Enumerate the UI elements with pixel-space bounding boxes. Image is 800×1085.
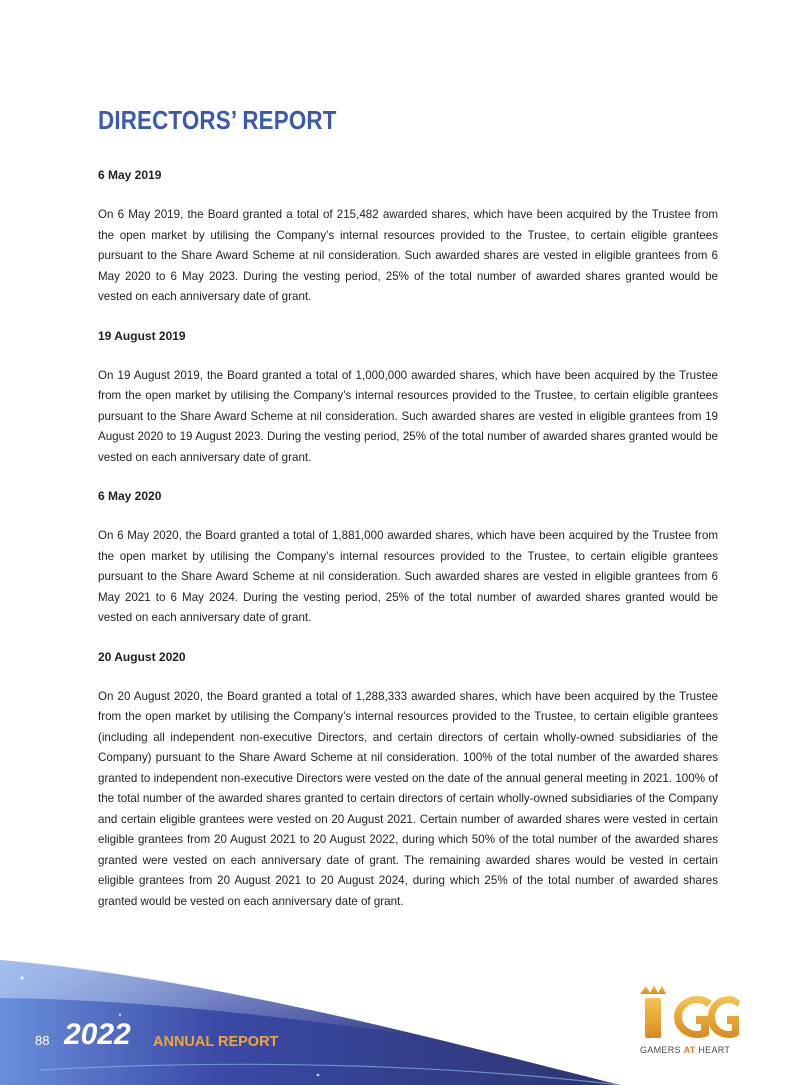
igg-logo-icon <box>636 984 740 1042</box>
report-body <box>98 166 718 912</box>
brand-tagline <box>640 1045 740 1055</box>
section-body-6-may-2019: On 6 May 2019, the Board granted a total of 215,482 awarded shares, which have been acquired by the Trustee from the open market by utilising the Company’s internal resources provided to the Trustee, to certain eligible grantees pursuant to the Share Award Scheme at nil consideration. Such awarded shares are vested in eligible grantees from 6 May 2020 to 6 May 2023. During the vesting period, 25% of the total number of awarded shares granted would be vested on each anniversary date of grant. <box>98 208 718 303</box>
section-heading-19-august-2019: 19 August 2019 <box>98 328 186 343</box>
section-body-6-may-2020: On 6 May 2020, the Board granted a total of 1,881,000 awarded shares, which have been acquired by the Trustee from the open market by utilising the Company’s internal resources provided to the Trustee, to certain eligible grantees pursuant to the Share Award Scheme at nil consideration. Such awarded shares are vested in eligible grantees from 6 May 2021 to 6 May 2024. During the vesting period, 25% of the total number of awarded shares granted would be vested on each anniversary date of grant. <box>98 529 718 624</box>
tagline-accent: AT <box>683 1045 696 1055</box>
section-body-19-august-2019: On 19 August 2019, the Board granted a total of 1,000,000 awarded shares, which have been acquired by the Trustee from the open market by utilising the Company’s internal resources provided to the Trustee, to certain eligible grantees pursuant to the Share Award Scheme at nil consideration. Such awarded shares are vested in eligible grantees from 19 August 2020 to 19 August 2023. During the vesting period, 25% of the total number of awarded shares granted would be vested on each anniversary date of grant. <box>98 368 718 464</box>
section-heading-6-may-2019: 6 May 2019 <box>98 168 162 182</box>
tagline-part-1: GAMERS <box>640 1045 684 1055</box>
tagline-part-2: HEART <box>695 1045 731 1055</box>
page-number: 88 <box>35 1033 50 1048</box>
page-title: DIRECTORS’ REPORT <box>98 105 337 135</box>
report-year: 2022 <box>64 1018 131 1051</box>
section-heading-20-august-2020: 20 August 2020 <box>98 649 186 664</box>
section-body-20-august-2020: On 20 August 2020, the Board granted a total of 1,288,333 awarded shares, which have been acquired by the Trustee from the open market by utilising the Company’s internal resources provided to the Trustee, to certain eligible grantees (including all independent non-executive Directors, and certain directors of certain wholly-owned subsidiaries of the Company) pursuant to the Share Award Scheme at nil consideration. 100% of the total number of the awarded shares granted to independent non-executive Directors were vested on the date of the annual general meeting in 2021. 100% of the total number of the awarded shares granted to certain directors of certain wholly-owned subsidiaries of the Company and certain eligible grantees were vested on 20 August 2021. Certain number of awarded shares were vested in certain eligible grantees from 20 August 2021 to 20 August 2022, during which 50% of the total number of the awarded shares granted were vested on each anniversary date of grant. The remaining awarded shares would be vested in certain eligible grantees from 20 August 2021 to 20 August 2024, during which 25% of the total number of awarded shares granted would be vested on each anniversary date of grant. <box>98 689 718 908</box>
report-label: ANNUAL REPORT <box>153 1034 279 1050</box>
section-heading-6-may-2020: 6 May 2020 <box>98 489 162 503</box>
